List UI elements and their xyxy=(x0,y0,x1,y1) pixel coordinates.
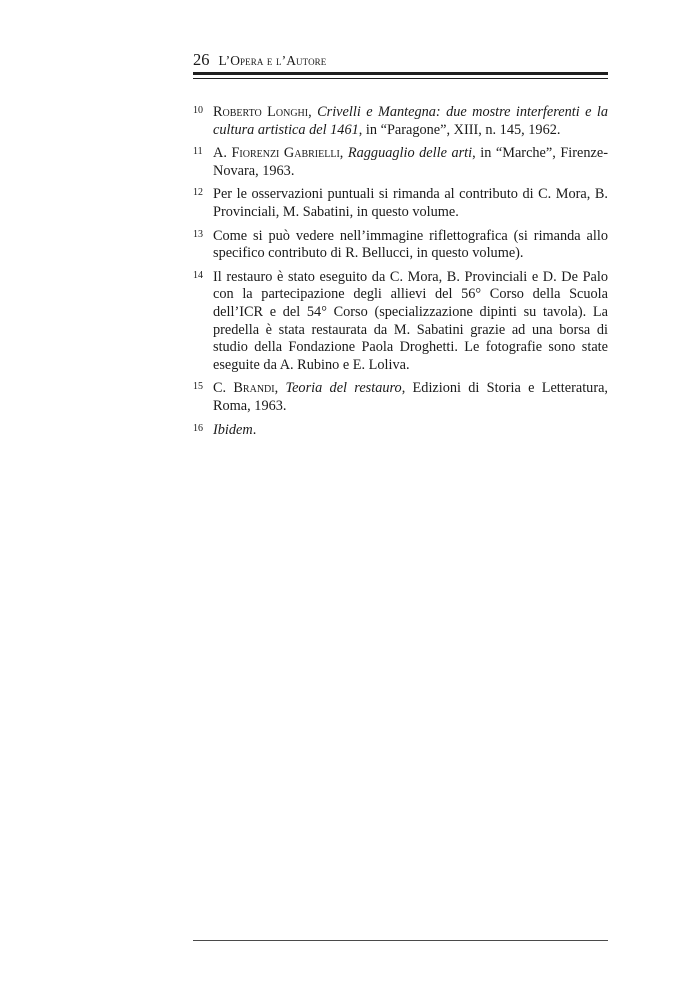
footnote-number: 11 xyxy=(193,146,203,158)
footnote-title-italic: Teoria del restauro xyxy=(285,380,402,397)
footnote-text-segment: , xyxy=(339,145,348,162)
footnote-text-segment: A. xyxy=(213,145,232,162)
footnote-text-segment: , Edizioni di Storia e Letteratura, Roma, 1963. xyxy=(213,380,609,414)
footnote-text xyxy=(213,186,608,221)
footnote-title-italic: Crivelli e Mantegna: due mostre interferenti e la cultura artistica del 1461 xyxy=(213,104,608,138)
footnote xyxy=(193,269,608,375)
footnote-author-name: Fiorenzi Gabrielli xyxy=(231,145,340,162)
footnote-author-name: Roberto Longhi xyxy=(213,104,309,120)
footnote xyxy=(193,380,608,415)
footnote-number: 14 xyxy=(193,269,203,281)
running-head xyxy=(193,47,607,73)
footnotes-list xyxy=(193,104,608,445)
header-rule-thick xyxy=(193,72,608,75)
footnote-number: 13 xyxy=(193,228,203,240)
footnote-text-segment: Il restauro è stato eseguito da C. Mora, B. Provinciali e D. De Palo con la partecipazione degli allievi del 56° Corso della Scuola dell’ICR e del 54° Corso (specializzazione dipinti su tavola). La predella è stata restaurata da M. Sabatini grazie ad una borsa di studio della Fondazione Paola Droghetti. Le fotografie sono state eseguite da A. Rubino e E. Loliva. xyxy=(213,268,608,373)
footnote-text xyxy=(213,145,608,180)
footnote-text-segment: . xyxy=(252,421,257,438)
footnote xyxy=(193,145,608,180)
footnote xyxy=(193,422,608,440)
footnote-text xyxy=(213,269,608,375)
footnote-title-italic: Ragguaglio delle arti xyxy=(347,145,473,162)
footnote-text xyxy=(213,104,608,139)
footnote-text-segment: , xyxy=(308,104,318,120)
footnote-text-segment: Come si può vedere nell’immagine riflettografica (si rimanda allo specifico contributo di R. Bellucci, in questo volume). xyxy=(213,227,608,262)
footnote-title-italic: Ibidem xyxy=(213,421,253,438)
footnote-number: 12 xyxy=(193,187,203,199)
footnote xyxy=(193,104,608,139)
running-title: L’Opera e l’Autore xyxy=(218,53,327,68)
footnote xyxy=(193,186,608,221)
page-number: 26 xyxy=(193,50,210,69)
footnote-text-segment: C. xyxy=(213,380,234,397)
footnote-text-segment: Per le osservazioni puntuali si rimanda al contributo di C. Mora, B. Provinciali, M. Sabatini, in questo volume. xyxy=(213,186,608,220)
footnote-text-segment: , xyxy=(274,380,286,397)
footnote-number: 10 xyxy=(193,105,203,116)
footnote-number: 15 xyxy=(193,381,203,393)
footnote-author-name: Brandi xyxy=(233,380,275,397)
footer-rule xyxy=(193,940,608,941)
footnote-text-segment: , in “Paragone”, XIII, n. 145, 1962. xyxy=(358,121,561,138)
footnote-text xyxy=(213,380,608,415)
footnote-text xyxy=(213,228,608,263)
footnote xyxy=(193,228,608,263)
footnote-number: 16 xyxy=(193,422,203,434)
footnote-text xyxy=(213,422,608,440)
header-rule-thin xyxy=(193,78,608,79)
footnote-text-segment: , in “Marche”, Firenze-Novara, 1963. xyxy=(213,145,608,179)
